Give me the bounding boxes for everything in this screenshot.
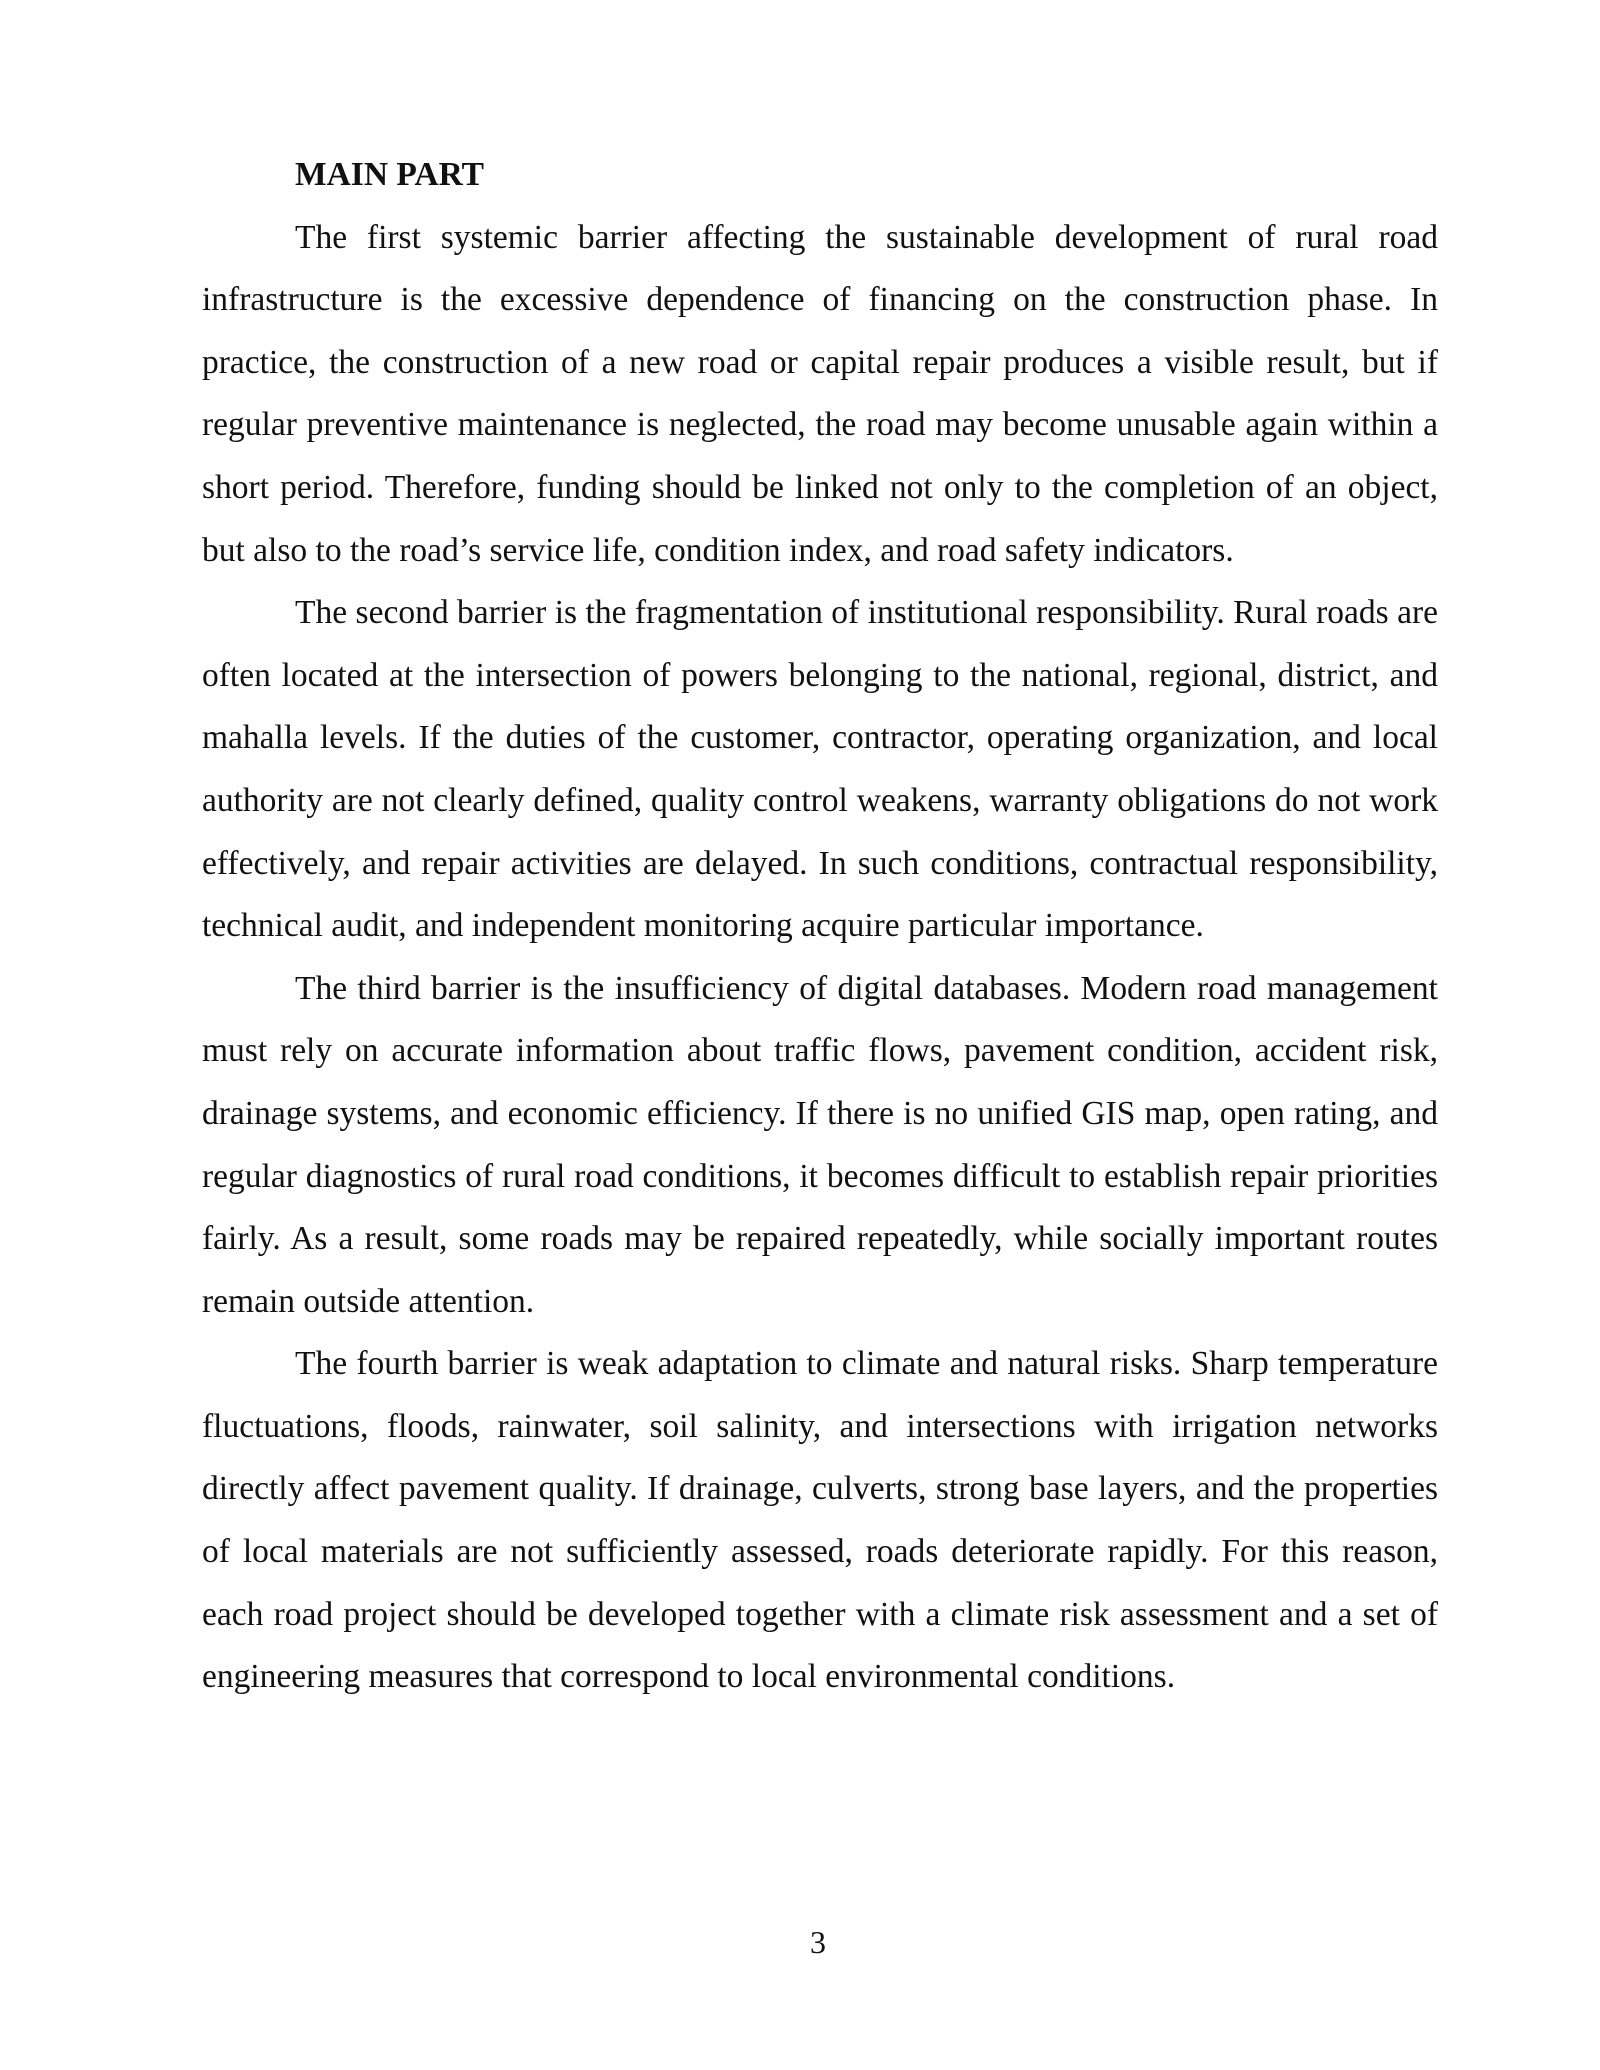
page-number: 3	[810, 1924, 826, 1960]
section-heading: MAIN PART	[295, 156, 484, 193]
paragraph-fourth-barrier: The fourth barrier is weak adaptation to climate and natural risks. Sharp temperature fluctuations, floods, rainwater, soil salinity, and intersections with irrigation networks directly affect pavement quality. If drainage, culverts, strong base layers, and the properties of local materials are not sufficiently assessed, roads deteriorate rapidly. For this reason, each road project should be developed together with a climate risk assessment and a set of engineering measures that correspond to local environmental conditions.	[202, 1345, 1438, 1696]
paragraph-third-barrier: The third barrier is the insufficiency of digital databases. Modern road management must rely on accurate information about traffic flows, pavement condition, accident risk, drainage systems, and economic efficiency. If there is no unified GIS map, open rating, and regular diagnostics of rural road conditions, it becomes difficult to establish repair priorities fairly. As a result, some roads may be repaired repeatedly, while socially important routes remain outside attention.	[202, 969, 1438, 1320]
paragraph-second-barrier: The second barrier is the fragmentation of institutional responsibility. Rural roads are often located at the intersection of powers belonging to the national, regional, district, and mahalla levels. If the duties of the customer, contractor, operating organization, and local authority are not clearly defined, quality control weakens, warranty obligations do not work effectively, and repair activities are delayed. In such conditions, contractual responsibility, technical audit, and independent monitoring acquire particular importance.	[202, 594, 1438, 945]
page-body	[202, 144, 1438, 1709]
paragraph-first-barrier: The first systemic barrier affecting the sustainable development of rural road infrastructure is the excessive dependence of financing on the construction phase. In practice, the construction of a new road or capital repair produces a visible result, but if regular preventive maintenance is neglected, the road may become unusable again within a short period. Therefore, funding should be linked not only to the completion of an object, but also to the road’s service life, condition index, and road safety indicators.	[202, 218, 1438, 569]
